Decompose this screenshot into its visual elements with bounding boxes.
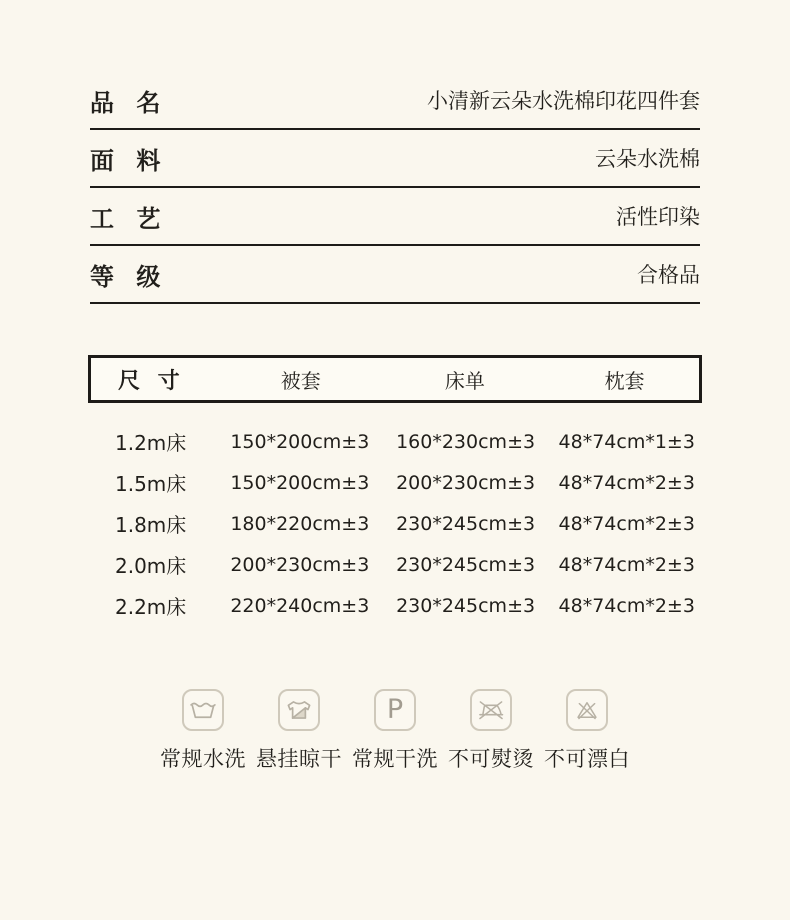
header-duvet-cover: 被套	[280, 368, 321, 393]
size-cell: 1.8m床	[115, 513, 187, 537]
pillow-cell: 48*74cm*2±3	[558, 512, 695, 535]
care-item-dry-clean	[352, 689, 438, 773]
header-size: 尺 寸	[118, 368, 180, 394]
size-cell: 2.2m床	[115, 595, 187, 619]
size-cell: 2.0m床	[115, 554, 187, 578]
duvet-cell: 150*200cm±3	[230, 430, 370, 453]
care-label: 常规干洗	[352, 747, 438, 771]
spec-list	[90, 72, 700, 304]
table-row	[88, 462, 702, 503]
care-item-no-bleach	[544, 689, 630, 773]
care-item-hang-dry	[256, 689, 342, 773]
table-row	[88, 585, 702, 626]
spec-label-craft: 工 艺	[90, 204, 162, 233]
table-row	[88, 544, 702, 585]
table-row	[88, 421, 702, 462]
duvet-cell: 200*230cm±3	[230, 553, 370, 576]
sheet-cell: 200*230cm±3	[396, 471, 536, 494]
care-item-no-iron	[448, 689, 534, 773]
dry-clean-p-icon	[374, 689, 416, 731]
care-label: 不可漂白	[544, 747, 630, 771]
dry-clean-letter: P	[386, 693, 404, 725]
machine-wash-icon	[182, 689, 224, 731]
no-iron-icon	[470, 689, 512, 731]
size-table-body	[88, 421, 702, 626]
spec-row-product-name	[90, 72, 700, 130]
no-bleach-icon	[566, 689, 608, 731]
spec-value-product-name: 小清新云朵水洗棉印花四件套	[427, 89, 700, 113]
table-row	[88, 503, 702, 544]
size-cell: 1.5m床	[115, 472, 187, 496]
pillow-cell: 48*74cm*2±3	[558, 553, 695, 576]
sheet-cell: 230*245cm±3	[396, 553, 536, 576]
spec-value-fabric: 云朵水洗棉	[595, 147, 700, 171]
sheet-cell: 230*245cm±3	[396, 594, 536, 617]
hang-dry-icon	[278, 689, 320, 731]
duvet-cell: 220*240cm±3	[230, 594, 370, 617]
size-cell: 1.2m床	[115, 431, 187, 455]
care-label: 悬挂晾干	[256, 747, 342, 771]
spec-row-fabric	[90, 130, 700, 188]
sheet-cell: 160*230cm±3	[396, 430, 536, 453]
care-item-machine-wash	[160, 689, 246, 773]
spec-value-grade: 合格品	[637, 263, 700, 287]
care-instructions	[0, 689, 790, 773]
spec-value-craft: 活性印染	[616, 205, 700, 229]
care-label: 不可熨烫	[448, 747, 534, 771]
pillow-cell: 48*74cm*2±3	[558, 594, 695, 617]
spec-label-product-name: 品 名	[90, 88, 162, 117]
pillow-cell: 48*74cm*1±3	[558, 430, 695, 453]
care-label: 常规水洗	[160, 747, 246, 771]
spec-row-grade	[90, 246, 700, 304]
spec-label-grade: 等 级	[90, 262, 162, 291]
spec-label-fabric: 面 料	[90, 146, 162, 175]
duvet-cell: 150*200cm±3	[230, 471, 370, 494]
sheet-cell: 230*245cm±3	[396, 512, 536, 535]
duvet-cell: 180*220cm±3	[230, 512, 370, 535]
header-bed-sheet: 床单	[444, 368, 485, 393]
size-table-header	[88, 355, 702, 403]
product-spec-sheet	[0, 72, 790, 920]
size-table	[88, 355, 702, 626]
header-pillowcase: 枕套	[604, 368, 645, 393]
pillow-cell: 48*74cm*2±3	[558, 471, 695, 494]
spec-row-craft	[90, 188, 700, 246]
